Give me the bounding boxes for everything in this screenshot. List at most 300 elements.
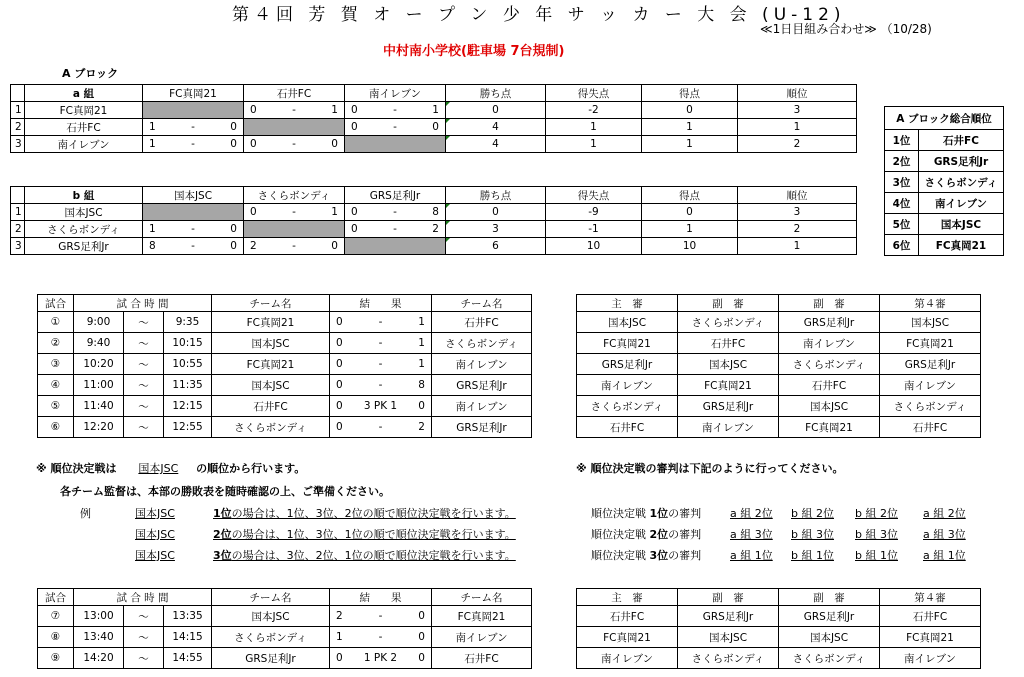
start-time: 9:00 xyxy=(74,312,124,333)
example-label: 例 xyxy=(80,507,91,520)
referee-cell: 国本JSC xyxy=(577,312,678,333)
header-cell: 得失点 xyxy=(546,187,642,204)
referee-cell: 石井FC xyxy=(779,375,880,396)
referee-cell: FC真岡21 xyxy=(577,627,678,648)
table-row xyxy=(11,221,857,238)
score-part: 0 xyxy=(418,652,425,664)
referee-rule-cell: b 組 3位 xyxy=(791,528,834,541)
rank-cell: 3 xyxy=(738,204,857,221)
overall-team: さくらボンディ xyxy=(919,172,1004,193)
header-cell: 副 審 xyxy=(779,589,880,606)
header-cell: 勝ち点 xyxy=(446,85,546,102)
referee-table-1 xyxy=(576,294,981,438)
score-part: 8 xyxy=(432,206,439,218)
end-time: 9:35 xyxy=(164,312,212,333)
header-cell: 得点 xyxy=(642,187,738,204)
row-number: 1 xyxy=(11,102,25,119)
header-cell: 副 審 xyxy=(678,589,779,606)
header-row xyxy=(11,85,857,102)
rank-cell: 1 xyxy=(738,238,857,255)
score-part: 1 PK 2 xyxy=(363,652,398,664)
table-row xyxy=(38,627,532,648)
score-part: 1 xyxy=(331,104,338,116)
score-part: - xyxy=(292,104,296,116)
referee-cell: 南イレブン xyxy=(577,375,678,396)
score-part: 1 xyxy=(336,631,343,643)
example-team: 国本JSC xyxy=(135,528,175,541)
overall-ranking-table xyxy=(884,106,1004,256)
header-row xyxy=(885,107,1004,130)
score-cell xyxy=(143,119,244,136)
referee-cell: FC真岡21 xyxy=(577,333,678,354)
score-part: 0 xyxy=(250,138,257,150)
score-part: 0 xyxy=(336,358,343,370)
start-time: 13:40 xyxy=(74,627,124,648)
away-team: さくらボンディ xyxy=(432,333,532,354)
score-part: - xyxy=(191,121,195,133)
points-cell: 6 xyxy=(446,238,546,255)
score-part: 1 xyxy=(418,337,425,349)
referee-cell: 国本JSC xyxy=(678,627,779,648)
score-part: - xyxy=(191,138,195,150)
match-number: ⑧ xyxy=(38,627,74,648)
time-sep: ～ xyxy=(124,375,164,396)
goals-cell: 10 xyxy=(642,238,738,255)
score-cell xyxy=(143,238,244,255)
home-team: GRS足利Jr xyxy=(212,648,330,669)
rank-cell: 2 xyxy=(738,221,857,238)
table-row xyxy=(577,354,981,375)
note-playoff-intro: ※ 順位決定戦は 国本JSC の順位から行います。 xyxy=(36,462,306,475)
header-cell: GRS足利Jr xyxy=(345,187,446,204)
overall-rank: 3位 xyxy=(885,172,919,193)
header-cell: a 組 xyxy=(25,85,143,102)
score-part: 0 xyxy=(336,400,343,412)
match-number: ⑨ xyxy=(38,648,74,669)
rule-rank: 3位 xyxy=(649,549,669,562)
referee-rule-cell: b 組 3位 xyxy=(855,528,898,541)
referee-rule-cell: a 組 3位 xyxy=(923,528,966,541)
score-part: 2 xyxy=(336,610,343,622)
header-cell: 石井FC xyxy=(244,85,345,102)
match-schedule-1 xyxy=(37,294,532,438)
score-part: 0 xyxy=(336,379,343,391)
score-part: 0 xyxy=(418,400,425,412)
score-part: 0 xyxy=(230,138,237,150)
score-part: 0 xyxy=(351,206,358,218)
score-part: 0 xyxy=(336,316,343,328)
referee-cell: さくらボンディ xyxy=(779,648,880,669)
table-row xyxy=(11,204,857,221)
blank-cell xyxy=(244,119,345,136)
rule-suffix: の審判 xyxy=(668,528,702,541)
away-team: 南イレブン xyxy=(432,354,532,375)
rank-cell: 1 xyxy=(738,119,857,136)
header-cell: チーム名 xyxy=(432,589,532,606)
blank-cell xyxy=(143,102,244,119)
score-part: - xyxy=(378,631,383,643)
table-row xyxy=(11,102,857,119)
referee-cell: 南イレブン xyxy=(779,333,880,354)
points-cell: 4 xyxy=(446,119,546,136)
header-cell: 得失点 xyxy=(546,85,642,102)
table-row xyxy=(38,606,532,627)
referee-cell: 南イレブン xyxy=(880,375,981,396)
table-row xyxy=(11,136,857,153)
table-row xyxy=(38,375,532,396)
referee-cell: 石井FC xyxy=(880,417,981,438)
header-cell: 順位 xyxy=(738,85,857,102)
result-cell xyxy=(330,375,432,396)
table-row xyxy=(577,606,981,627)
note-manager: 各チーム監督は、本部の勝敗表を随時確認の上、ご準備ください。 xyxy=(60,485,390,498)
time-sep: ～ xyxy=(124,396,164,417)
score-part: 8 xyxy=(418,379,425,391)
result-cell xyxy=(330,606,432,627)
goals-cell: 1 xyxy=(642,136,738,153)
table-row xyxy=(577,312,981,333)
table-row xyxy=(38,648,532,669)
score-cell xyxy=(143,136,244,153)
start-time: 12:20 xyxy=(74,417,124,438)
time-sep: ～ xyxy=(124,354,164,375)
table-row xyxy=(577,648,981,669)
table-row xyxy=(38,417,532,438)
table-row xyxy=(577,396,981,417)
venue-label: 中村南小学校(駐車場 7台規制) xyxy=(383,44,565,59)
referee-cell: 南イレブン xyxy=(880,648,981,669)
table-row xyxy=(38,312,532,333)
home-team: 国本JSC xyxy=(212,333,330,354)
block-label: A ブロック xyxy=(62,67,119,80)
score-part: - xyxy=(393,223,397,235)
end-time: 13:35 xyxy=(164,606,212,627)
blank-cell xyxy=(345,238,446,255)
referee-cell: さくらボンディ xyxy=(577,396,678,417)
end-time: 14:55 xyxy=(164,648,212,669)
goal-diff-cell: -2 xyxy=(546,102,642,119)
match-number: ⑤ xyxy=(38,396,74,417)
referee-cell: 南イレブン xyxy=(577,648,678,669)
result-cell xyxy=(330,417,432,438)
goal-diff-cell: 10 xyxy=(546,238,642,255)
match-number: ④ xyxy=(38,375,74,396)
referee-cell: FC真岡21 xyxy=(880,627,981,648)
score-cell xyxy=(345,119,446,136)
score-part: - xyxy=(378,337,383,349)
overall-team: 国本JSC xyxy=(919,214,1004,235)
match-number: ① xyxy=(38,312,74,333)
referee-rule-cell: a 組 1位 xyxy=(730,549,773,562)
away-team: 南イレブン xyxy=(432,396,532,417)
example-rank: 3位 xyxy=(213,549,232,562)
referee-cell: GRS足利Jr xyxy=(880,354,981,375)
header-row xyxy=(577,589,981,606)
table-row xyxy=(885,214,1004,235)
score-part: - xyxy=(378,610,383,622)
home-team: さくらボンディ xyxy=(212,417,330,438)
result-cell xyxy=(330,354,432,375)
team-name: 石井FC xyxy=(25,119,143,136)
rule-prefix: 順位決定戦 xyxy=(591,507,650,520)
example-team: 国本JSC xyxy=(135,549,175,562)
home-team: 国本JSC xyxy=(212,606,330,627)
start-time: 9:40 xyxy=(74,333,124,354)
score-part: 0 xyxy=(351,223,358,235)
away-team: 南イレブン xyxy=(432,627,532,648)
score-part: - xyxy=(378,316,383,328)
example-line xyxy=(213,547,516,563)
referee-rule-cell: a 組 1位 xyxy=(923,549,966,562)
table-row xyxy=(38,396,532,417)
score-part: 0 xyxy=(230,240,237,252)
example-text: の場合は、1位、3位、2位の順で順位決定戦を行います。 xyxy=(231,507,516,520)
score-part: 3 PK 1 xyxy=(363,400,398,412)
goals-cell: 0 xyxy=(642,102,738,119)
table-row xyxy=(885,172,1004,193)
team-name: 南イレブン xyxy=(25,136,143,153)
referee-cell: 石井FC xyxy=(577,417,678,438)
score-cell xyxy=(345,102,446,119)
header-cell: 副 審 xyxy=(678,295,779,312)
header-cell: チーム名 xyxy=(212,589,330,606)
team-name: 国本JSC xyxy=(25,204,143,221)
header-cell: 南イレブン xyxy=(345,85,446,102)
away-team: FC真岡21 xyxy=(432,606,532,627)
goals-cell: 0 xyxy=(642,204,738,221)
referee-cell: さくらボンディ xyxy=(779,354,880,375)
overall-team: 石井FC xyxy=(919,130,1004,151)
overall-team: FC真岡21 xyxy=(919,235,1004,256)
score-part: 8 xyxy=(149,240,156,252)
referee-rule-label xyxy=(591,526,701,542)
score-part: 0 xyxy=(230,121,237,133)
goals-cell: 1 xyxy=(642,221,738,238)
score-part: 0 xyxy=(250,206,257,218)
score-cell xyxy=(244,204,345,221)
start-time: 13:00 xyxy=(74,606,124,627)
score-part: 0 xyxy=(336,337,343,349)
referee-cell: さくらボンディ xyxy=(880,396,981,417)
home-team: FC真岡21 xyxy=(212,312,330,333)
away-team: GRS足利Jr xyxy=(432,375,532,396)
header-cell: 国本JSC xyxy=(143,187,244,204)
example-text: の場合は、1位、3位、1位の順で順位決定戦を行います。 xyxy=(231,528,516,541)
time-sep: ～ xyxy=(124,417,164,438)
table-row xyxy=(38,333,532,354)
score-part: 2 xyxy=(250,240,257,252)
table-row xyxy=(11,119,857,136)
score-part: - xyxy=(378,379,383,391)
referee-cell: 国本JSC xyxy=(779,396,880,417)
overall-rank: 1位 xyxy=(885,130,919,151)
referee-rule-cell: b 組 1位 xyxy=(791,549,834,562)
table-row xyxy=(577,375,981,396)
score-part: - xyxy=(292,206,296,218)
score-part: - xyxy=(191,240,195,252)
referee-rule-cell: b 組 1位 xyxy=(855,549,898,562)
referee-cell: GRS足利Jr xyxy=(779,312,880,333)
end-time: 14:15 xyxy=(164,627,212,648)
referee-cell: FC真岡21 xyxy=(880,333,981,354)
example-rank: 2位 xyxy=(213,528,232,541)
rule-prefix: 順位決定戦 xyxy=(591,549,650,562)
page-title: 第４回 芳 賀 オ ー プ ン 少 年 サ ッ カ ー 大 会 (U-12) xyxy=(232,5,846,25)
row-number: 1 xyxy=(11,204,25,221)
match-schedule-2 xyxy=(37,588,532,669)
row-number: 2 xyxy=(11,221,25,238)
match-number: ⑦ xyxy=(38,606,74,627)
comment-marker-icon xyxy=(446,102,450,106)
header-cell: 結 果 xyxy=(330,295,432,312)
start-time: 14:20 xyxy=(74,648,124,669)
referee-cell: 国本JSC xyxy=(880,312,981,333)
score-part: 0 xyxy=(351,104,358,116)
score-part: 1 xyxy=(418,316,425,328)
time-sep: ～ xyxy=(124,312,164,333)
end-time: 12:55 xyxy=(164,417,212,438)
rule-suffix: の審判 xyxy=(668,549,702,562)
table-row xyxy=(885,151,1004,172)
score-part: 1 xyxy=(432,104,439,116)
goal-diff-cell: -1 xyxy=(546,221,642,238)
score-part: 0 xyxy=(230,223,237,235)
score-part: - xyxy=(393,104,397,116)
end-time: 10:55 xyxy=(164,354,212,375)
blank-cell xyxy=(244,221,345,238)
referee-rule-cell: b 組 2位 xyxy=(855,507,898,520)
group-b-table xyxy=(10,186,857,255)
score-part: - xyxy=(393,121,397,133)
comment-marker-icon xyxy=(446,204,450,208)
score-part: 1 xyxy=(149,223,156,235)
score-part: - xyxy=(292,240,296,252)
table-row xyxy=(11,238,857,255)
referee-cell: 国本JSC xyxy=(779,627,880,648)
points-cell: 0 xyxy=(446,204,546,221)
comment-marker-icon xyxy=(446,136,450,140)
time-sep: ～ xyxy=(124,333,164,354)
header-row xyxy=(577,295,981,312)
header-cell: 主 審 xyxy=(577,295,678,312)
score-part: 1 xyxy=(149,121,156,133)
example-team: 国本JSC xyxy=(135,507,175,520)
away-team: GRS足利Jr xyxy=(432,417,532,438)
score-part: 1 xyxy=(331,206,338,218)
table-row xyxy=(38,354,532,375)
goal-diff-cell: 1 xyxy=(546,119,642,136)
team-name: さくらボンディ xyxy=(25,221,143,238)
score-part: - xyxy=(292,138,296,150)
referee-cell: 石井FC xyxy=(678,333,779,354)
overall-rank: 4位 xyxy=(885,193,919,214)
referee-table-2 xyxy=(576,588,981,669)
blank-cell xyxy=(345,136,446,153)
start-time: 10:20 xyxy=(74,354,124,375)
referee-rule-cell: a 組 3位 xyxy=(730,528,773,541)
result-cell xyxy=(330,627,432,648)
home-team: FC真岡21 xyxy=(212,354,330,375)
referee-cell: さくらボンディ xyxy=(678,312,779,333)
table-row xyxy=(577,417,981,438)
result-cell xyxy=(330,648,432,669)
overall-team: GRS足利Jr xyxy=(919,151,1004,172)
example-line xyxy=(213,505,516,521)
header-cell: 試 合 時 間 xyxy=(74,295,212,312)
score-part: 0 xyxy=(331,240,338,252)
blank-cell xyxy=(143,204,244,221)
time-sep: ～ xyxy=(124,606,164,627)
comment-marker-icon xyxy=(446,238,450,242)
referee-cell: 国本JSC xyxy=(678,354,779,375)
referee-rule-cell: a 組 2位 xyxy=(923,507,966,520)
header-row xyxy=(38,589,532,606)
example-text: の場合は、3位、2位、1位の順で順位決定戦を行います。 xyxy=(231,549,516,562)
score-part: 1 xyxy=(418,358,425,370)
score-part: 0 xyxy=(418,610,425,622)
comment-marker-icon xyxy=(446,221,450,225)
score-part: - xyxy=(393,206,397,218)
rule-rank: 1位 xyxy=(649,507,669,520)
referee-cell: 石井FC xyxy=(880,606,981,627)
rule-prefix: 順位決定戦 xyxy=(591,528,650,541)
overall-team: 南イレブン xyxy=(919,193,1004,214)
referee-cell: GRS足利Jr xyxy=(678,606,779,627)
score-part: 0 xyxy=(351,121,358,133)
referee-cell: GRS足利Jr xyxy=(577,354,678,375)
home-team: 石井FC xyxy=(212,396,330,417)
team-name: GRS足利Jr xyxy=(25,238,143,255)
row-number: 3 xyxy=(11,238,25,255)
header-cell: 勝ち点 xyxy=(446,187,546,204)
result-cell xyxy=(330,396,432,417)
header-cell: 第４審 xyxy=(880,295,981,312)
example-line xyxy=(213,526,516,542)
score-part: 0 xyxy=(418,631,425,643)
goal-diff-cell: -9 xyxy=(546,204,642,221)
header-cell: チーム名 xyxy=(212,295,330,312)
score-part: 0 xyxy=(336,421,343,433)
header-cell xyxy=(11,187,25,204)
referee-rule-label xyxy=(591,547,701,563)
team-name: FC真岡21 xyxy=(25,102,143,119)
away-team: 石井FC xyxy=(432,312,532,333)
header-row xyxy=(38,295,532,312)
example-rank: 1位 xyxy=(213,507,232,520)
referee-rule-label xyxy=(591,505,701,521)
time-sep: ～ xyxy=(124,648,164,669)
home-team: 国本JSC xyxy=(212,375,330,396)
referee-cell: 南イレブン xyxy=(678,417,779,438)
header-cell: 得点 xyxy=(642,85,738,102)
score-part: 2 xyxy=(432,223,439,235)
referee-cell: FC真岡21 xyxy=(678,375,779,396)
overall-title: A ブロック総合順位 xyxy=(885,107,1004,130)
result-cell xyxy=(330,312,432,333)
header-cell: 第４審 xyxy=(880,589,981,606)
points-cell: 4 xyxy=(446,136,546,153)
header-cell: チーム名 xyxy=(432,295,532,312)
overall-rank: 6位 xyxy=(885,235,919,256)
home-team: さくらボンディ xyxy=(212,627,330,648)
header-cell xyxy=(11,85,25,102)
away-team: 石井FC xyxy=(432,648,532,669)
match-number: ② xyxy=(38,333,74,354)
row-number: 3 xyxy=(11,136,25,153)
header-cell: 副 審 xyxy=(779,295,880,312)
end-time: 10:15 xyxy=(164,333,212,354)
score-part: 1 xyxy=(149,138,156,150)
